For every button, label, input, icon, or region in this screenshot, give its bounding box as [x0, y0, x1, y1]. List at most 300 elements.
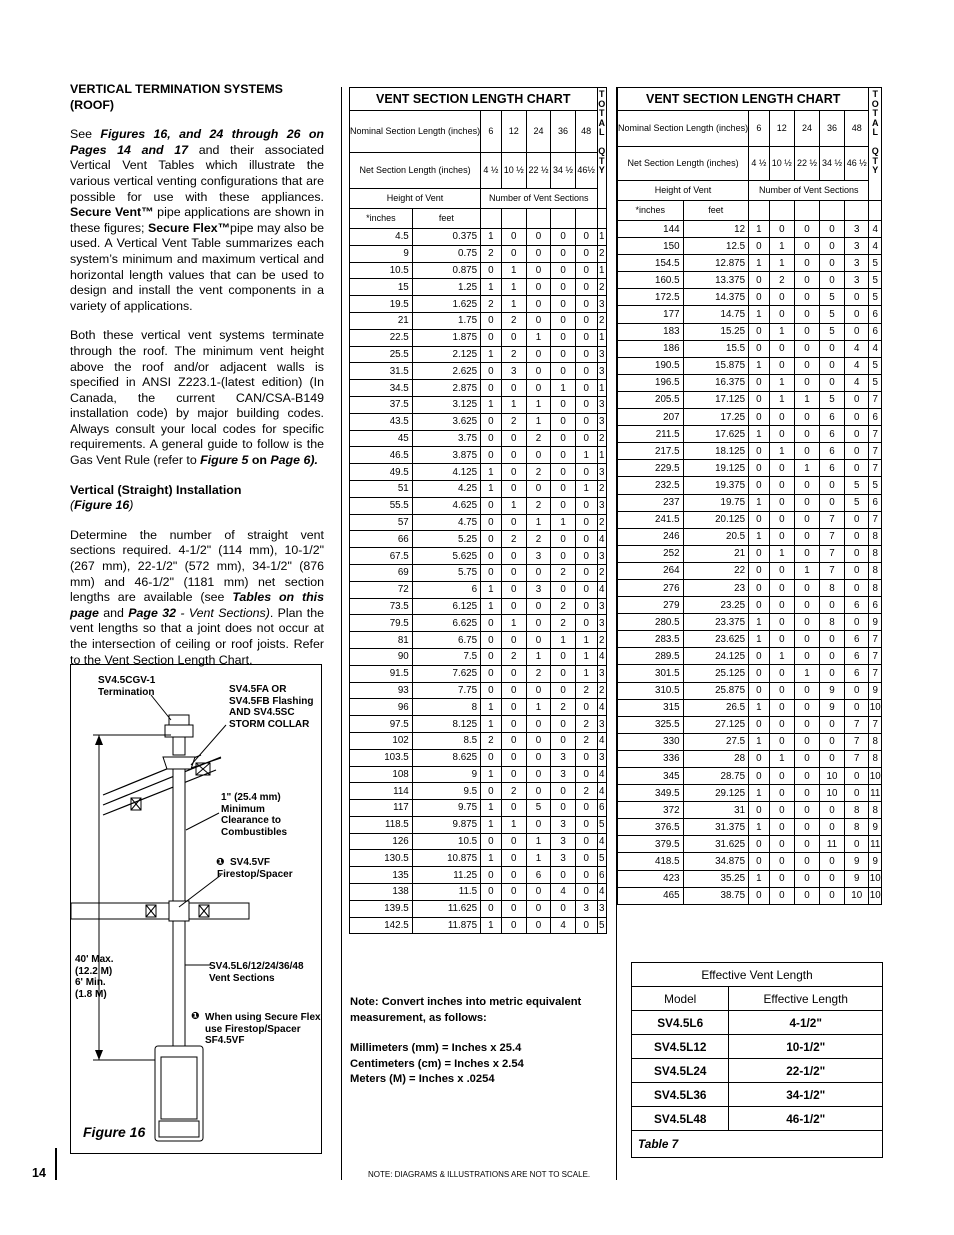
height-feet: 5.625 — [412, 548, 480, 565]
table-row — [618, 545, 882, 562]
qty-6: 0 — [481, 867, 502, 884]
table-row — [618, 460, 882, 477]
nominal-label: Nominal Section Length (inches) — [350, 111, 481, 153]
qty-36: 7 — [819, 562, 844, 579]
qty-36: 0 — [819, 340, 844, 357]
qty-6: 1 — [481, 816, 502, 833]
height-feet: 22 — [683, 562, 749, 579]
total-qty: 5 — [869, 374, 882, 391]
total-qty: 1 — [597, 229, 607, 246]
text: . Plan the vent lengths so that a joint does not occur at the intersection of ceiling or roof joists. Refer to the Vent Section Length Chart. — [70, 605, 325, 667]
table-row — [350, 632, 607, 649]
height-feet: 2.625 — [412, 363, 480, 380]
height-inches: 90 — [350, 648, 413, 665]
qty-24: 0 — [794, 887, 819, 904]
qty-12: 0 — [501, 833, 526, 850]
qty-12: 0 — [501, 581, 526, 598]
qty-6: 0 — [749, 597, 770, 614]
height-feet: 1.625 — [412, 296, 480, 313]
qty-12: 0 — [769, 477, 794, 494]
qty-48: 4 — [844, 374, 868, 391]
table-row — [632, 1107, 883, 1131]
qty-48: 3 — [844, 255, 868, 272]
height-feet: 0.375 — [412, 229, 480, 246]
qty-48: 0 — [844, 545, 868, 562]
page-ref: Page 32 — [128, 605, 177, 620]
footer-note: NOTE: DIAGRAMS & ILLUSTRATIONS ARE NOT TO SCALE. — [368, 1170, 591, 1179]
brand-secure-flex: Secure Flex™ — [148, 220, 231, 235]
height-inches: 97.5 — [350, 716, 413, 733]
qty-24: 1 — [794, 460, 819, 477]
height-inches: 280.5 — [618, 614, 684, 631]
height-feet: 20.5 — [683, 528, 749, 545]
qty-48: 0 — [575, 884, 597, 901]
qty-36: 0 — [819, 477, 844, 494]
height-feet: 23.625 — [683, 631, 749, 648]
qty-48: 0 — [844, 785, 868, 802]
table-row — [618, 716, 882, 733]
qty-36: 3 — [551, 749, 576, 766]
qty-48: 0 — [575, 464, 597, 481]
qty-6: 0 — [749, 340, 770, 357]
column-rule — [341, 87, 342, 1180]
height-feet: 11.5 — [412, 884, 480, 901]
table-row — [618, 494, 882, 511]
qty-6: 1 — [749, 494, 770, 511]
height-inches: 142.5 — [350, 917, 413, 934]
height-feet: 11.625 — [412, 900, 480, 917]
qty-48: 8 — [844, 802, 868, 819]
qty-48: 0 — [575, 917, 597, 934]
qty-48: 0 — [575, 816, 597, 833]
height-inches: 217.5 — [618, 443, 684, 460]
qty-24: 0 — [794, 648, 819, 665]
height-feet: 5.75 — [412, 564, 480, 581]
qty-36: 6 — [819, 443, 844, 460]
height-inches: 186 — [618, 340, 684, 357]
nominal-12: 12 — [769, 111, 794, 147]
qty-24: 0 — [526, 766, 551, 783]
total-qty: 8 — [869, 750, 882, 767]
qty-24: 1 — [526, 833, 551, 850]
qty-12: 0 — [769, 887, 794, 904]
height-feet: 23 — [683, 579, 749, 596]
qty-6: 2 — [481, 296, 502, 313]
qty-24: 0 — [794, 272, 819, 289]
net-22-5: 22 ½ — [526, 153, 551, 189]
height-feet: 17.25 — [683, 409, 749, 426]
qty-24: 0 — [794, 853, 819, 870]
qty-12: 0 — [769, 768, 794, 785]
table-row — [618, 733, 882, 750]
qty-6: 1 — [481, 800, 502, 817]
table-row — [350, 850, 607, 867]
qty-48: 0 — [575, 800, 597, 817]
qty-36: 0 — [551, 279, 576, 296]
text: and — [98, 605, 129, 620]
qty-12: 2 — [501, 413, 526, 430]
height-inches: 154.5 — [618, 255, 684, 272]
qty-12: 2 — [769, 272, 794, 289]
qty-48: 6 — [844, 665, 868, 682]
table-row — [350, 732, 607, 749]
height-feet: 27.5 — [683, 733, 749, 750]
qty-12: 0 — [769, 494, 794, 511]
qty-48: 0 — [844, 391, 868, 408]
height-feet: 12.875 — [683, 255, 749, 272]
qty-48: 0 — [844, 289, 868, 306]
total-qty: 6 — [869, 306, 882, 323]
qty-12: 0 — [501, 749, 526, 766]
qty-48: 0 — [575, 766, 597, 783]
qty-48: 0 — [575, 514, 597, 531]
table-row — [350, 699, 607, 716]
qty-48: 0 — [575, 564, 597, 581]
table-row — [618, 665, 882, 682]
total-qty: 6 — [869, 323, 882, 340]
total-qty-header — [869, 88, 882, 201]
qty-24: 1 — [526, 699, 551, 716]
total-qty: 7 — [869, 443, 882, 460]
height-feet: 18.125 — [683, 443, 749, 460]
qty-6: 1 — [481, 464, 502, 481]
height-feet: 9.5 — [412, 783, 480, 800]
qty-48: 8 — [844, 819, 868, 836]
total-qty: 5 — [869, 289, 882, 306]
qty-36: 0 — [819, 665, 844, 682]
qty-6: 0 — [749, 648, 770, 665]
height-inches: 160.5 — [618, 272, 684, 289]
qty-12: 1 — [769, 443, 794, 460]
qty-36: 4 — [551, 884, 576, 901]
table-row — [618, 785, 882, 802]
qty-6: 0 — [749, 323, 770, 340]
qty-6: 1 — [481, 850, 502, 867]
text: Both these vertical vent systems terminate through the roof. The minimum vent height above the roof and/or adjacent walls is specified in ANSI Z223.1-(latest edition) (In Canada, the current CAN/CSA-B149 installation code) by major building codes. Always consult your local codes for specific requirements. A general guide to follow is the Gas Vent Rule (refer to — [70, 328, 324, 468]
qty-6: 1 — [749, 733, 770, 750]
qty-24: 6 — [526, 867, 551, 884]
qty-12: 0 — [501, 464, 526, 481]
table-row — [618, 597, 882, 614]
height-feet: 14.75 — [683, 306, 749, 323]
table-row — [618, 614, 882, 631]
total-qty: 3 — [597, 396, 607, 413]
total-qty: 3 — [597, 665, 607, 682]
qty-36: 0 — [551, 682, 576, 699]
text: - Vent Sections) — [176, 605, 270, 620]
qty-48: 1 — [575, 447, 597, 464]
total-qty: 6 — [869, 409, 882, 426]
total-qty: 2 — [597, 632, 607, 649]
qty-36: 0 — [819, 802, 844, 819]
qty-12: 0 — [769, 340, 794, 357]
qty-12: 0 — [501, 699, 526, 716]
qty-24: 0 — [794, 255, 819, 272]
note-mm: Millimeters (mm) = Inches x 25.4 — [350, 1042, 522, 1054]
total-qty: 2 — [597, 514, 607, 531]
qty-6: 0 — [481, 783, 502, 800]
qty-12: 2 — [501, 531, 526, 548]
qty-6: 0 — [749, 750, 770, 767]
qty-36: 0 — [551, 245, 576, 262]
height-inches: 301.5 — [618, 665, 684, 682]
qty-48: 0 — [575, 279, 597, 296]
height-inches: 315 — [618, 699, 684, 716]
height-inches: 96 — [350, 699, 413, 716]
qty-12: 0 — [501, 430, 526, 447]
qty-6: 0 — [749, 477, 770, 494]
height-feet: 19.125 — [683, 460, 749, 477]
nominal-12: 12 — [501, 111, 526, 153]
table-row — [618, 477, 882, 494]
qty-36: 0 — [551, 867, 576, 884]
qty-6: 0 — [481, 531, 502, 548]
qty-36: 0 — [819, 819, 844, 836]
height-inches: 138 — [350, 884, 413, 901]
qty-12: 1 — [501, 497, 526, 514]
table-row — [618, 272, 882, 289]
height-inches: 211.5 — [618, 426, 684, 443]
height-inches: 232.5 — [618, 477, 684, 494]
qty-36: 1 — [551, 380, 576, 397]
height-feet: 38.75 — [683, 887, 749, 904]
height-inches: 241.5 — [618, 511, 684, 528]
height-feet: 31 — [683, 802, 749, 819]
text: and their associated Vertical Vent Tables which illustrate the various vertical venting configurations that are possible for use with these appliances. — [70, 142, 324, 204]
qty-36: 0 — [551, 312, 576, 329]
qty-48: 1 — [575, 480, 597, 497]
qty-48: 0 — [844, 511, 868, 528]
total-qty: 4 — [597, 783, 607, 800]
qty-12: 1 — [769, 323, 794, 340]
table-row — [350, 279, 607, 296]
qty-24: 0 — [794, 614, 819, 631]
qty-12: 1 — [769, 750, 794, 767]
height-inches: 51 — [350, 480, 413, 497]
qty-24: 0 — [526, 480, 551, 497]
total-qty: 3 — [597, 464, 607, 481]
height-inches: 139.5 — [350, 900, 413, 917]
qty-6: 0 — [481, 564, 502, 581]
table-row — [350, 480, 607, 497]
height-feet: 0.875 — [412, 262, 480, 279]
qty-24: 0 — [794, 785, 819, 802]
qty-6: 1 — [481, 346, 502, 363]
qty-48: 0 — [575, 598, 597, 615]
nominal-label: Nominal Section Length (inches) — [618, 111, 749, 147]
qty-24: 1 — [526, 396, 551, 413]
qty-12: 1 — [769, 238, 794, 255]
qty-6: 1 — [749, 221, 770, 238]
table-row — [632, 1035, 883, 1059]
height-feet: 19.75 — [683, 494, 749, 511]
qty-48: 0 — [575, 833, 597, 850]
qty-6: 0 — [749, 409, 770, 426]
qty-6: 0 — [749, 802, 770, 819]
qty-48: 0 — [844, 768, 868, 785]
qty-24: 0 — [526, 884, 551, 901]
qty-24: 0 — [794, 306, 819, 323]
table-row — [350, 749, 607, 766]
height-feet: 1.25 — [412, 279, 480, 296]
qty-12: 0 — [501, 682, 526, 699]
qty-6: 1 — [749, 785, 770, 802]
qty-36: 0 — [819, 597, 844, 614]
table-row — [618, 870, 882, 887]
qty-24: 3 — [526, 548, 551, 565]
qty-12: 0 — [769, 597, 794, 614]
height-feet: 8.5 — [412, 732, 480, 749]
roof-paragraph — [70, 328, 324, 468]
total-qty: 4 — [597, 531, 607, 548]
height-feet: 25.875 — [683, 682, 749, 699]
qty-36: 1 — [551, 514, 576, 531]
table-row — [350, 598, 607, 615]
qty-48: 0 — [844, 562, 868, 579]
model-cell: SV4.5L6 — [632, 1011, 729, 1035]
height-feet: 24.125 — [683, 648, 749, 665]
qty-24: 0 — [526, 816, 551, 833]
total-qty: 3 — [597, 615, 607, 632]
height-feet: 28 — [683, 750, 749, 767]
chart-title: VENT SECTION LENGTH CHART — [618, 88, 869, 111]
net-34-5: 34 ½ — [819, 147, 844, 181]
qty-6: 2 — [481, 732, 502, 749]
qty-24: 0 — [526, 229, 551, 246]
table-row — [350, 396, 607, 413]
note-cm: Centimeters (cm) = Inches x 2.54 — [350, 1057, 524, 1070]
total-qty: 1 — [597, 380, 607, 397]
height-feet: 6.625 — [412, 615, 480, 632]
qty-12: 0 — [769, 460, 794, 477]
table-row — [618, 648, 882, 665]
qty-12: 0 — [501, 850, 526, 867]
vent-chart-right — [617, 87, 882, 905]
qty-24: 0 — [794, 716, 819, 733]
qty-24: 0 — [794, 682, 819, 699]
chart-title: VENT SECTION LENGTH CHART — [350, 88, 598, 111]
qty-6: 0 — [749, 836, 770, 853]
number-label: Number of Vent Sections — [481, 189, 597, 209]
height-feet: 6.125 — [412, 598, 480, 615]
net-22-5: 22 ½ — [794, 147, 819, 181]
table-row — [618, 374, 882, 391]
qty-12: 0 — [501, 732, 526, 749]
qty-6: 0 — [749, 391, 770, 408]
table-row — [618, 238, 882, 255]
height-inches: 418.5 — [618, 853, 684, 870]
height-feet: 15.25 — [683, 323, 749, 340]
height-inches: 252 — [618, 545, 684, 562]
qty-36: 0 — [819, 374, 844, 391]
qty-6: 0 — [749, 545, 770, 562]
qty-12: 0 — [769, 853, 794, 870]
table-row — [350, 262, 607, 279]
qty-24: 0 — [794, 819, 819, 836]
height-inches: 57 — [350, 514, 413, 531]
margin-rule — [55, 1148, 57, 1180]
height-feet: 3.625 — [412, 413, 480, 430]
table-row — [350, 816, 607, 833]
height-feet: 16.375 — [683, 374, 749, 391]
metric-note — [350, 995, 610, 1088]
qty-12: 0 — [769, 221, 794, 238]
table-row — [618, 819, 882, 836]
height-inches: 126 — [350, 833, 413, 850]
qty-6: 0 — [749, 443, 770, 460]
qty-48: 2 — [575, 732, 597, 749]
height-inches: 183 — [618, 323, 684, 340]
table-row — [618, 323, 882, 340]
effective-length-cell: 22-1/2" — [729, 1059, 883, 1083]
qty-48: 0 — [844, 614, 868, 631]
qty-12: 2 — [501, 783, 526, 800]
qty-12: 0 — [769, 562, 794, 579]
table-row — [618, 357, 882, 374]
height-feet: 10.5 — [412, 833, 480, 850]
qty-36: 3 — [551, 833, 576, 850]
qty-12: 1 — [501, 279, 526, 296]
net-46-5: 46 ½ — [844, 147, 868, 181]
nominal-24: 24 — [794, 111, 819, 147]
qty-6: 0 — [749, 562, 770, 579]
qty-12: 3 — [501, 363, 526, 380]
qty-48: 2 — [575, 682, 597, 699]
height-feet: 26.5 — [683, 699, 749, 716]
qty-36: 3 — [551, 766, 576, 783]
qty-24: 0 — [794, 443, 819, 460]
height-inches: 276 — [618, 579, 684, 596]
qty-12: 0 — [501, 766, 526, 783]
qty-36: 0 — [551, 396, 576, 413]
total-qty: 4 — [869, 238, 882, 255]
qty-48: 4 — [844, 340, 868, 357]
qty-36: 0 — [819, 716, 844, 733]
total-qty: 10 — [869, 887, 882, 904]
table-row — [350, 346, 607, 363]
height-feet: 13.375 — [683, 272, 749, 289]
qty-48: 0 — [575, 615, 597, 632]
model-cell: SV4.5L36 — [632, 1083, 729, 1107]
qty-12: 0 — [501, 800, 526, 817]
qty-12: 0 — [501, 665, 526, 682]
qty-6: 0 — [481, 665, 502, 682]
qty-36: 7 — [819, 545, 844, 562]
qty-24: 0 — [794, 221, 819, 238]
qty-48: 0 — [575, 296, 597, 313]
total-qty: 7 — [869, 460, 882, 477]
total-qty: 6 — [869, 494, 882, 511]
effective-rows — [632, 1011, 883, 1131]
qty-36: 0 — [551, 648, 576, 665]
total-qty: 5 — [597, 850, 607, 867]
qty-6: 0 — [749, 768, 770, 785]
table-row — [618, 682, 882, 699]
qty-6: 0 — [481, 833, 502, 850]
height-inches: 150 — [618, 238, 684, 255]
qty-36: 0 — [819, 238, 844, 255]
qty-36: 5 — [819, 391, 844, 408]
table-row — [632, 1011, 883, 1035]
height-inches: 465 — [618, 887, 684, 904]
table-row — [350, 464, 607, 481]
height-feet: 28.75 — [683, 768, 749, 785]
height-feet: 1.75 — [412, 312, 480, 329]
page-number: 14 — [32, 1166, 46, 1180]
qty-24: 0 — [526, 682, 551, 699]
height-feet: 4.125 — [412, 464, 480, 481]
qty-48: 0 — [844, 682, 868, 699]
